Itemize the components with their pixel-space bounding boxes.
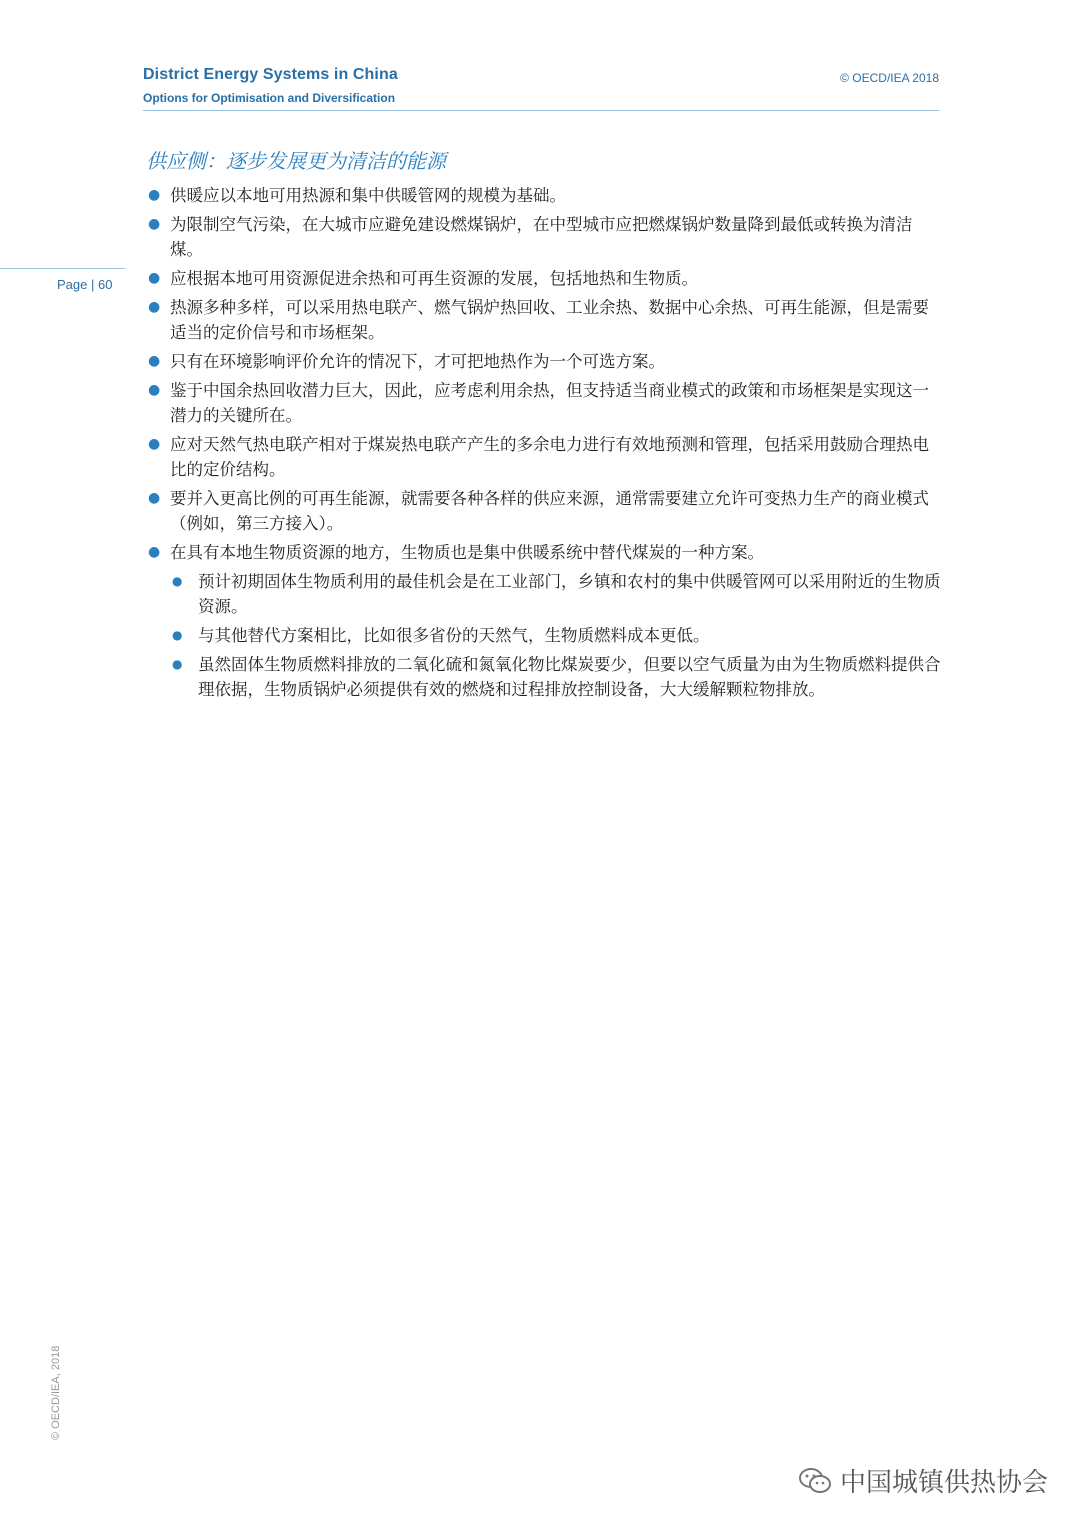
list-item-text: 为限制空气污染，在大城市应避免建设燃煤锅炉，在中型城市应把燃煤锅炉数量降到最低或转换为清洁煤。 xyxy=(170,215,913,259)
watermark xyxy=(798,1462,1048,1499)
watermark-text: 中国城镇供热协会 xyxy=(839,1468,1048,1498)
margin-divider xyxy=(0,268,125,269)
header-divider xyxy=(143,110,939,111)
list-item xyxy=(146,266,942,291)
list-item-text: 供暖应以本地可用热源和集中供暖管网的规模为基础。 xyxy=(170,186,566,205)
list-item-text: 要并入更高比例的可再生能源，就需要各种各样的供应来源，通常需要建立允许可变热力生产的商业模式（例如，第三方接入）。 xyxy=(170,489,929,533)
sub-bullet-list xyxy=(170,569,942,702)
sub-list-item-text: 与其他替代方案相比，比如很多省份的天然气，生物质燃料成本更低。 xyxy=(198,626,710,645)
side-copyright: © OECD/IEA, 2018 xyxy=(50,1345,62,1440)
list-item xyxy=(146,183,942,208)
list-item xyxy=(146,432,942,482)
list-item xyxy=(146,540,942,702)
sub-list-item-text: 虽然固体生物质燃料排放的二氧化硫和氮氧化物比煤炭要少，但要以空气质量为由为生物质燃料提供合理依据，生物质锅炉必须提供有效的燃烧和过程排放控制设备，大大缓解颗粒物排放。 xyxy=(198,655,941,699)
sub-bullet-icon: ● xyxy=(172,574,183,588)
bullet-icon: ● xyxy=(148,544,161,560)
header-title: District Energy Systems in China xyxy=(143,66,398,83)
bullet-icon: ● xyxy=(148,270,161,286)
list-item-text: 只有在环境影响评价允许的情况下，才可把地热作为一个可选方案。 xyxy=(170,352,665,371)
list-item xyxy=(146,295,942,345)
list-item xyxy=(146,349,942,374)
list-item xyxy=(146,378,942,428)
list-item xyxy=(146,212,942,262)
bullet-icon: ● xyxy=(148,353,161,369)
sub-bullet-icon: ● xyxy=(172,657,183,671)
header-copyright: © OECD/IEA 2018 xyxy=(840,71,939,85)
list-item xyxy=(146,486,942,536)
header-subtitle: Options for Optimisation and Diversification xyxy=(143,91,396,105)
sub-bullet-icon: ● xyxy=(172,628,183,642)
bullet-list xyxy=(146,183,942,702)
bullet-icon: ● xyxy=(148,490,161,506)
list-item-text: 热源多种多样，可以采用热电联产、燃气锅炉热回收、工业余热、数据中心余热、可再生能源，但是需要适当的定价信号和市场框架。 xyxy=(170,298,929,342)
chat-bubble-icon xyxy=(798,1466,832,1496)
body-content xyxy=(146,183,942,706)
list-item-text: 在具有本地生物质资源的地方，生物质也是集中供暖系统中替代煤炭的一种方案。 xyxy=(170,543,764,562)
sub-list-item-text: 预计初期固体生物质利用的最佳机会是在工业部门，乡镇和农村的集中供暖管网可以采用附近的生物质资源。 xyxy=(198,572,941,616)
page-number: Page | 60 xyxy=(57,277,113,292)
bullet-icon: ● xyxy=(148,216,161,232)
list-item-text: 应根据本地可用资源促进余热和可再生资源的发展，包括地热和生物质。 xyxy=(170,269,698,288)
sub-list-item xyxy=(170,623,942,648)
sub-list-item xyxy=(170,569,942,619)
section-title: 供应侧：逐步发展更为清洁的能源 xyxy=(146,149,446,173)
bullet-icon: ● xyxy=(148,187,161,203)
bullet-icon: ● xyxy=(148,382,161,398)
sub-list-item xyxy=(170,652,942,702)
bullet-icon: ● xyxy=(148,436,161,452)
bullet-icon: ● xyxy=(148,299,161,315)
list-item-text: 鉴于中国余热回收潜力巨大，因此，应考虑利用余热，但支持适当商业模式的政策和市场框架是实现这一潜力的关键所在。 xyxy=(170,381,929,425)
list-item-text: 应对天然气热电联产相对于煤炭热电联产产生的多余电力进行有效地预测和管理，包括采用鼓励合理热电比的定价结构。 xyxy=(170,435,929,479)
